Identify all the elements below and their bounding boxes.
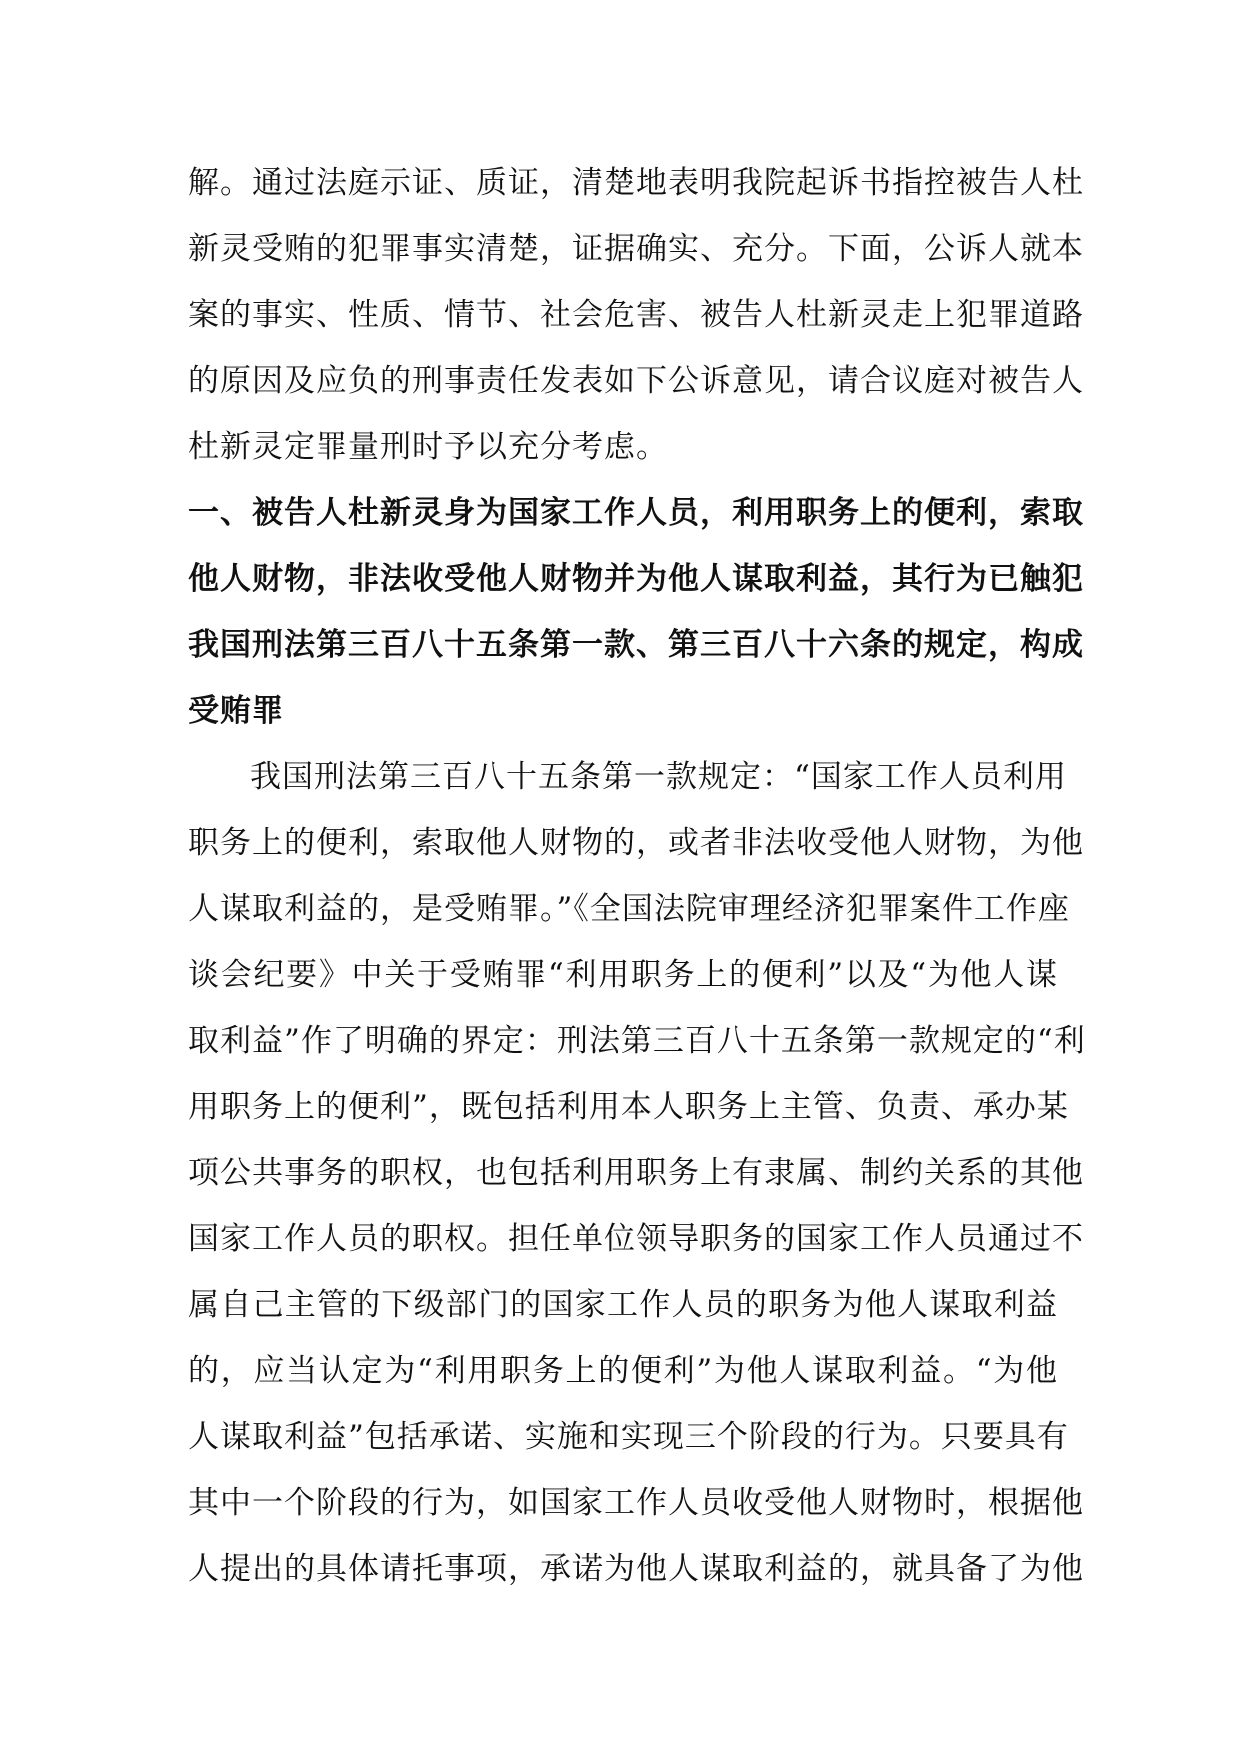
paragraph-line: 职务上的便利，索取他人财物的，或者非法收受他人财物，为他 [188, 825, 1084, 861]
paragraph-line: 项公共事务的职权，也包括利用职务上有隶属、制约关系的其他 [188, 1155, 1084, 1191]
paragraph-line: 取利益”作了明确的界定：刑法第三百八十五条第一款规定的“利 [188, 1023, 1086, 1059]
paragraph-line: 的原因及应负的刑事责任发表如下公诉意见，请合议庭对被告人 [188, 363, 1084, 399]
paragraph-line: 杜新灵定罪量刑时予以充分考虑。 [188, 429, 668, 465]
paragraph-line: 国家工作人员的职权。担任单位领导职务的国家工作人员通过不 [188, 1221, 1084, 1257]
heading-line: 他人财物，非法收受他人财物并为他人谋取利益，其行为已触犯 [188, 561, 1084, 597]
heading-line: 我国刑法第三百八十五条第一款、第三百八十六条的规定，构成 [188, 627, 1084, 663]
paragraph-line: 人提出的具体请托事项，承诺为他人谋取利益的，就具备了为他 [188, 1551, 1084, 1587]
paragraph-line: 解。通过法庭示证、质证，清楚地表明我院起诉书指控被告人杜 [188, 165, 1084, 201]
paragraph-intro [188, 150, 1084, 480]
paragraph-law-citation [188, 744, 1086, 1602]
section-heading-1 [188, 480, 1084, 744]
paragraph-line: 用职务上的便利”，既包括利用本人职务上主管、负责、承办某 [188, 1089, 1069, 1125]
paragraph-line: 人谋取利益”包括承诺、实施和实现三个阶段的行为。只要具有 [188, 1419, 1069, 1455]
heading-line: 一、被告人杜新灵身为国家工作人员，利用职务上的便利，索取 [188, 495, 1084, 531]
document-body [188, 150, 1086, 1602]
paragraph-line: 的，应当认定为“利用职务上的便利”为他人谋取利益。“为他 [188, 1353, 1058, 1389]
paragraph-line: 人谋取利益的，是受贿罪。”《全国法院审理经济犯罪案件工作座 [188, 891, 1070, 927]
heading-line: 受贿罪 [188, 693, 284, 729]
paragraph-line: 属自己主管的下级部门的国家工作人员的职务为他人谋取利益 [188, 1287, 1058, 1323]
paragraph-line: 我国刑法第三百八十五条第一款规定：“国家工作人员利用 [250, 759, 1067, 795]
paragraph-line: 谈会纪要》中关于受贿罪“利用职务上的便利”以及“为他人谋 [188, 957, 1058, 993]
paragraph-line: 其中一个阶段的行为，如国家工作人员收受他人财物时，根据他 [188, 1485, 1084, 1521]
paragraph-line: 案的事实、性质、情节、社会危害、被告人杜新灵走上犯罪道路 [188, 297, 1084, 333]
paragraph-line: 新灵受贿的犯罪事实清楚，证据确实、充分。下面，公诉人就本 [188, 231, 1084, 267]
